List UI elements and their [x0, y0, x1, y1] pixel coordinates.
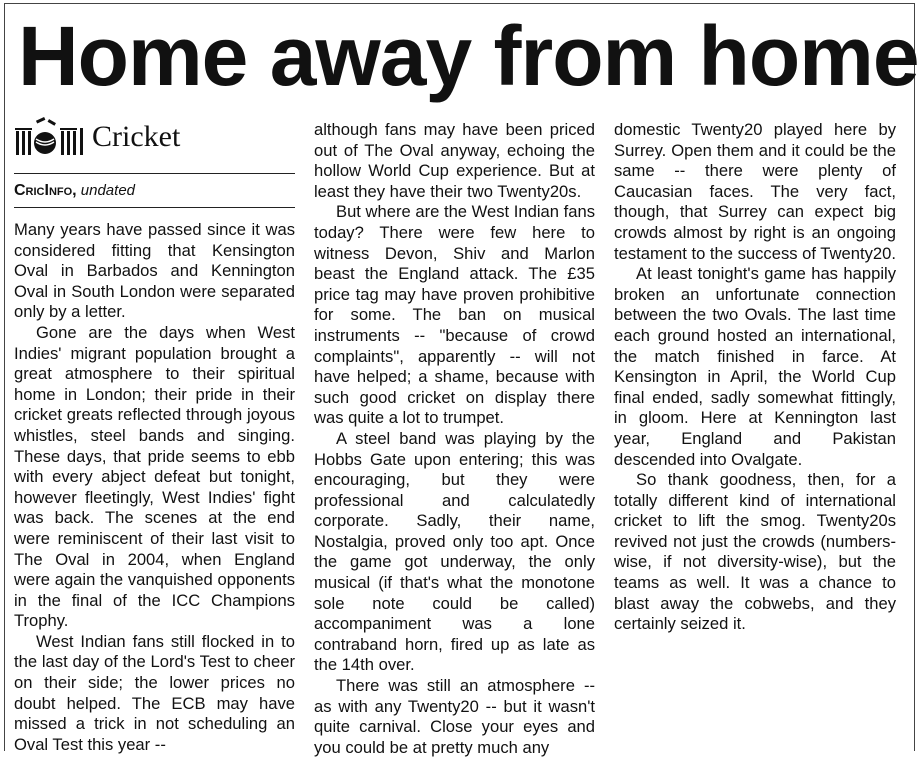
section-label: Cricket [92, 120, 181, 153]
section-rule-top [14, 173, 295, 174]
headline: Home away from home [18, 9, 919, 103]
paragraph: domestic Twenty20 played here by Surrey. Open them and it could be the same -- there were plenty of Caucasian faces. The very fact, though, that Surrey can expect big crowds almost by right is an ongoing testament to the success of Twenty20. [614, 120, 896, 263]
paragraph: although fans may have been priced out of The Oval anyway, echoing the hollow World Cup experience. But at least they have their two Twenty20s. [314, 120, 595, 201]
byline-source: CricInfo, [14, 182, 77, 199]
section-rule-bottom [14, 207, 295, 208]
paragraph: West Indian fans still flocked in to the last day of the Lord's Test to cheer on their side; the lower prices no doubt helped. The ECB may have missed a trick in not scheduling an Oval Test this year -- [14, 631, 295, 754]
article-column-1 [14, 220, 295, 755]
article-column-3 [614, 120, 896, 635]
paragraph: At least tonight's game has happily broken an unfortunate connection between the two Ovals. The last time each ground hosted an international, the match finished in farce. At Kensington in April, the World Cup final ended, sadly somewhat fittingly, in gloom. Here at Kennington last year, England and Pakistan descended into Ovalgate. [614, 264, 896, 469]
section-header [14, 115, 295, 159]
paragraph: But where are the West Indian fans today? There were few here to witness Devon, Shiv and Marlon beast the England attack. The £35 price tag may have proven prohibitive for some. The ban on musical instruments -- "because of crowd complaints", apparently -- will not have helped; a shame, because with such good cricket on display there was quite a lot to trumpet. [314, 202, 595, 428]
paragraph: Gone are the days when West Indies' migrant population brought a great atmosphere to their spiritual home in London; their pride in their cricket greats reflected through joyous whistles, steel bands and singing. These days, that pride seems to ebb with every abject defeat but tonight, however fleetingly, West Indies' fight was back. The scenes at the end were reminiscent of their last visit to The Oval in 2004, when England were again the vanquished opponents in the final of the ICC Champions Trophy. [14, 322, 295, 631]
byline [14, 180, 295, 202]
paragraph: Many years have passed since it was considered fitting that Kensington Oval in Barbados and Kennington Oval in South London were separated only by a letter. [14, 220, 295, 322]
paragraph: So thank goodness, then, for a totally different kind of international cricket to lift the smog. Twenty20s revived not just the crowds (numbers-wise, if not diversity-wise), but the teams as well. It was a chance to blast away the cobwebs, and they certainly seized it. [614, 470, 896, 634]
paragraph: A steel band was playing by the Hobbs Gate upon entering; this was encouraging, but they were professional and calculatedly corporate. Sadly, their name, Nostalgia, proved only too apt. Once the game got underway, the only musical (if that's what the monotone sole note could be called) accompaniment was a lone contraband horn, fired up as late as the 14th over. [314, 428, 595, 675]
byline-date: undated [80, 182, 136, 199]
paragraph: There was still an atmosphere -- as with any Twenty20 -- but it wasn't quite carnival. Close your eyes and you could be at pretty much any [314, 676, 595, 757]
cricket-logo-icon [14, 117, 90, 157]
article-column-2 [314, 120, 595, 758]
